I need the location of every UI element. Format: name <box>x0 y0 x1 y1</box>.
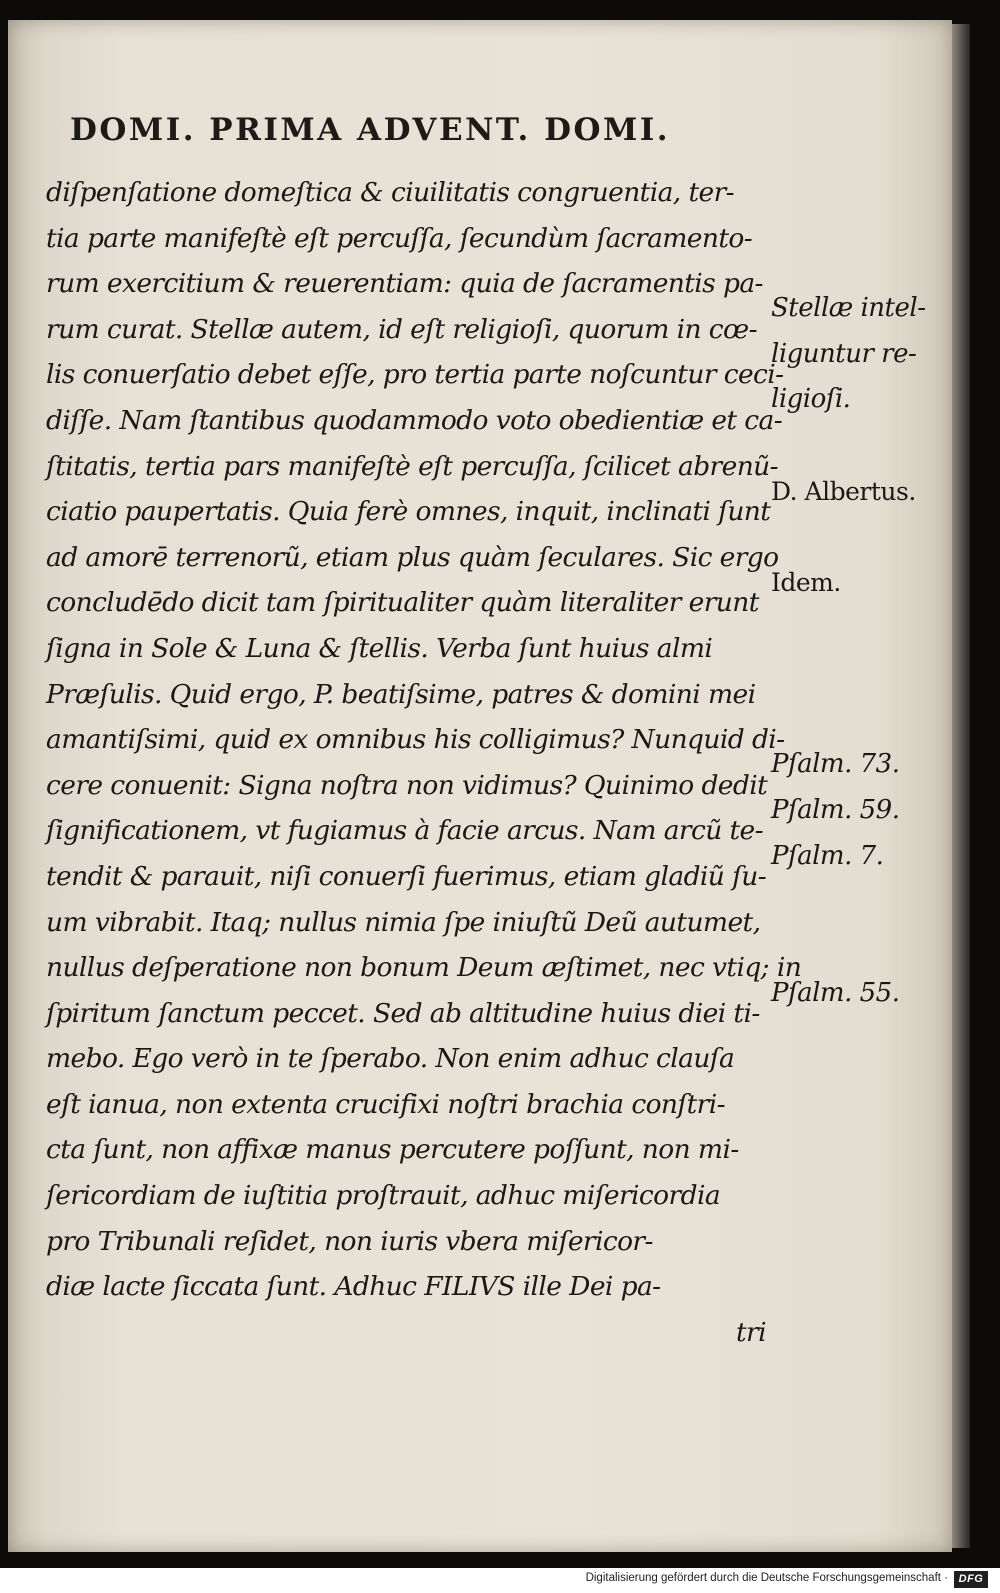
text-line: tendit & parauit, niſi conuerſi fuerimus, etiam gladiũ ſu- <box>46 860 767 892</box>
text-line: amantiſsimi, quid ex omnibus his colligimus? Nunquid di- <box>46 724 785 756</box>
marginal-line: Pſalm. 7. <box>771 841 884 871</box>
funding-credit: Digitalisierung gefördert durch die Deutsche Forschungsgemeinschaft · <box>585 1572 948 1584</box>
text-line: tia parte manifeſtè eſt percuſſa, ſecundùm ſacramento- <box>46 222 753 254</box>
text-line: lis conuerſatio debet eſſe, pro tertia parte noſcuntur ceci- <box>46 359 784 391</box>
marginal-note-psalm-59 <box>771 788 966 834</box>
marginal-line: D. Albertus. <box>771 477 916 506</box>
marginal-line: Pſalm. 59. <box>771 795 900 825</box>
running-head: DOMI. PRIMA ADVENT. DOMI. <box>70 112 671 148</box>
text-line: ciatio paupertatis. Quia ferè omnes, inquit, inclinati ſunt <box>46 496 771 528</box>
text-line: ſignificationem, vt fugiamus à facie arcus. Nam arcũ te- <box>46 815 763 847</box>
page-edge-shadow <box>952 24 970 1548</box>
footer-bar <box>0 1568 1000 1593</box>
marginal-note-psalm-7 <box>771 834 966 880</box>
marginal-line: ligioſi. <box>771 384 851 415</box>
text-line: diæ lacte ſiccata ſunt. Adhuc FILIVS ille Dei pa- <box>46 1271 661 1303</box>
text-line: um vibrabit. Itaq; nullus nimia ſpe iniuſtũ Deũ autumet, <box>46 906 761 938</box>
marginal-line: Pſalm. 73. <box>771 749 900 779</box>
text-line: rum exercitium & reuerentiam: quia de ſacramentis pa- <box>46 268 763 300</box>
text-line: ad amorē terrenorũ, etiam plus quàm ſeculares. Sic ergo <box>46 541 779 573</box>
text-line: eſt ianua, non extenta crucifixi noſtri brachia conſtri- <box>46 1088 725 1120</box>
book-page <box>8 20 952 1552</box>
marginal-note-albertus <box>771 469 966 515</box>
text-line: Præſulis. Quid ergo, P. beatiſsime, patres & domini mei <box>46 678 756 710</box>
dfg-logo: DFG <box>954 1571 988 1588</box>
marginal-note-idem <box>771 560 966 606</box>
text-line: nullus deſperatione non bonum Deum æſtimet, nec vtiq; in <box>46 952 802 984</box>
marginal-note-psalm-73 <box>771 742 966 788</box>
text-line: cta ſunt, non affixæ manus percutere poſſunt, non mi- <box>46 1134 739 1166</box>
text-line: mebo. Ego verò in te ſperabo. Non enim adhuc clauſa <box>46 1043 735 1075</box>
text-line: ſigna in Sole & Luna & ſtellis. Verba ſunt huius almi <box>46 632 713 664</box>
text-line: concludēdo dicit tam ſpiritualiter quàm literaliter erunt <box>46 587 759 619</box>
text-line: pro Tribunali reſidet, non iuris vbera miſericor- <box>46 1225 653 1257</box>
body-text <box>46 170 802 1355</box>
text-line: diſpenſatione domeſtica & ciuilitatis congruentia, ter- <box>46 177 734 208</box>
catchword: tri <box>736 1316 766 1348</box>
text-line: ſpiritum ſanctum peccet. Sed ab altitudine huius diei ti- <box>46 997 760 1029</box>
text-line: ſtitatis, tertia pars manifeſtè eſt percuſſa, ſcilicet abrenũ- <box>46 450 778 482</box>
text-line: cere conuenit: Signa noſtra non vidimus? Quinimo dedit <box>46 769 768 801</box>
text-line: ſericordiam de iuſtitia proſtrauit, adhuc miſericordia <box>46 1180 721 1212</box>
marginal-note-psalm-55 <box>771 971 966 1017</box>
marginal-line: Idem. <box>771 568 841 597</box>
marginal-note-stellae <box>771 286 966 423</box>
text-line: rum curat. Stellæ autem, id eſt religioſi, quorum in cœ- <box>46 313 757 345</box>
text-line: diſſe. Nam ſtantibus quodammodo voto obedientiæ et ca- <box>46 404 783 436</box>
marginal-line: liguntur re- <box>771 338 917 369</box>
marginal-line: Stellæ intel- <box>771 293 926 323</box>
marginal-line: Pſalm. 55. <box>771 978 900 1008</box>
